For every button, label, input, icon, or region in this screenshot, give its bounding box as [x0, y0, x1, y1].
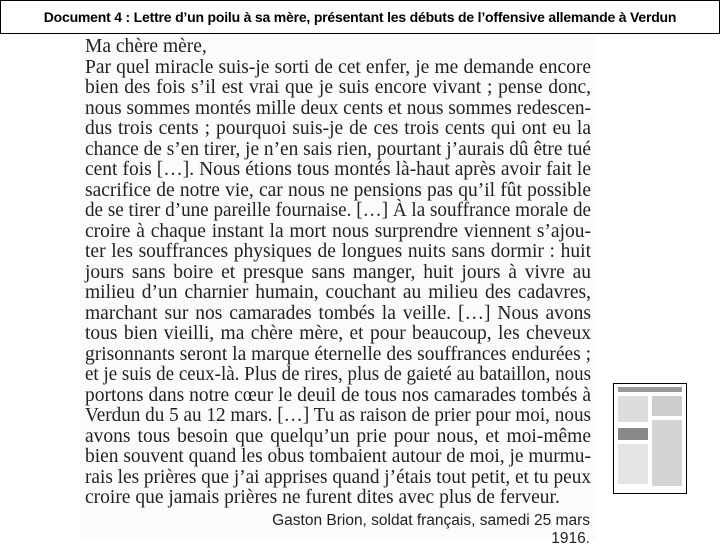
letter-line-text: rais les prières que j’ai apprises quand j’étais tout petit, et tu peux — [85, 466, 591, 488]
letter-line — [85, 181, 591, 202]
letter-line — [85, 406, 591, 427]
letter-line — [85, 99, 591, 120]
letter-line-text: nous sommes montés mille deux cents et nous sommes redescen- — [85, 97, 591, 119]
letter-line — [85, 283, 591, 304]
letter-line — [85, 242, 591, 263]
letter-line-text: tous bien vieilli, ma chère mère, et pour beaucoup, les cheveux — [85, 323, 591, 344]
letter-line — [85, 78, 591, 99]
letter-line-text: cent fois […]. Nous étions tous montés là-haut après avoir fait le — [85, 159, 591, 180]
letter-line-text: marchant sur nos camarades tombés la veille. […] Nous avons — [85, 302, 591, 324]
letter-line-text: de se tirer d’une pareille fournaise. […] À la souffrance morale de — [85, 200, 591, 221]
letter-signature: Gaston Brion, soldat français, samedi 25 mars 1916. — [272, 512, 590, 547]
letter-line-text: jours sans boire et presque sans manger, huit jours à vivre au — [85, 261, 591, 283]
page-thumbnail[interactable] — [613, 383, 687, 494]
letter-line — [85, 119, 591, 140]
letter-line-text: sacrifice de notre vie, car nous ne pensions pas qu’il fût possible — [85, 179, 591, 201]
letter-line — [85, 365, 591, 386]
letter-line-text: Ma chère mère, — [85, 36, 207, 57]
letter-line-text: Verdun du 5 au 12 mars. […] Tu as raison de prier pour moi, nous — [85, 405, 591, 426]
letter-line — [85, 345, 591, 366]
letter-line-text: bien souvent quand les obus tombaient autour de moi, je murmu- — [85, 446, 591, 467]
letter-line-text: portons dans notre cœur le deuil de tous nos camarades tombés à — [85, 384, 591, 406]
letter-line-text: grisonnants seront la marque éternelle des souffrances endurées ; — [85, 343, 591, 365]
letter-line — [85, 140, 591, 161]
letter-line-text: et je suis de ceux-là. Plus de rires, plus de gaieté au bataillon, nous — [85, 364, 591, 385]
letter-line — [85, 201, 591, 222]
letter-line-text: ter les souffrances physiques de longues nuits sans dormir : huit — [85, 241, 591, 262]
letter-line-text: croire à chaque instant la mort nous surprendre viennent s’ajou- — [85, 220, 591, 242]
letter-line-text: avons tous besoin que quelqu’un prie pour nous, et moi-même — [85, 425, 591, 447]
letter-line — [85, 427, 591, 448]
letter-line — [85, 488, 591, 509]
letter-line-text: chance de s’en tirer, je n’en sais rien, pourtant j’aurais dû être tué — [85, 138, 591, 160]
letter-line — [85, 263, 591, 284]
letter-line-text: croire que jamais prières ne furent dites avec plus de ferveur. — [85, 487, 560, 508]
letter-line — [85, 447, 591, 468]
letter-line — [85, 160, 591, 181]
letter-line — [85, 304, 591, 325]
letter-line-text: Par quel miracle suis-je sorti de cet enfer, je me demande encore — [85, 56, 591, 78]
letter-line — [85, 37, 591, 58]
letter-line — [85, 324, 591, 345]
letter-body — [85, 37, 591, 509]
document-title: Document 4 : Lettre d’un poilu à sa mère, présentant les débuts de l’offensive allemande à Verdun — [0, 0, 720, 34]
letter-line — [85, 58, 591, 79]
letter-line — [85, 468, 591, 489]
letter-line-text: milieu d’un charnier humain, couchant au milieu des cadavres, — [85, 282, 591, 303]
letter-line-text: bien des fois s’il est vrai que je suis encore vivant ; pense donc, — [85, 77, 591, 98]
letter-line — [85, 222, 591, 243]
letter-line-text: dus trois cents ; pourquoi suis-je de ces trois cents qui ont eu la — [85, 118, 591, 139]
letter-line — [85, 386, 591, 407]
